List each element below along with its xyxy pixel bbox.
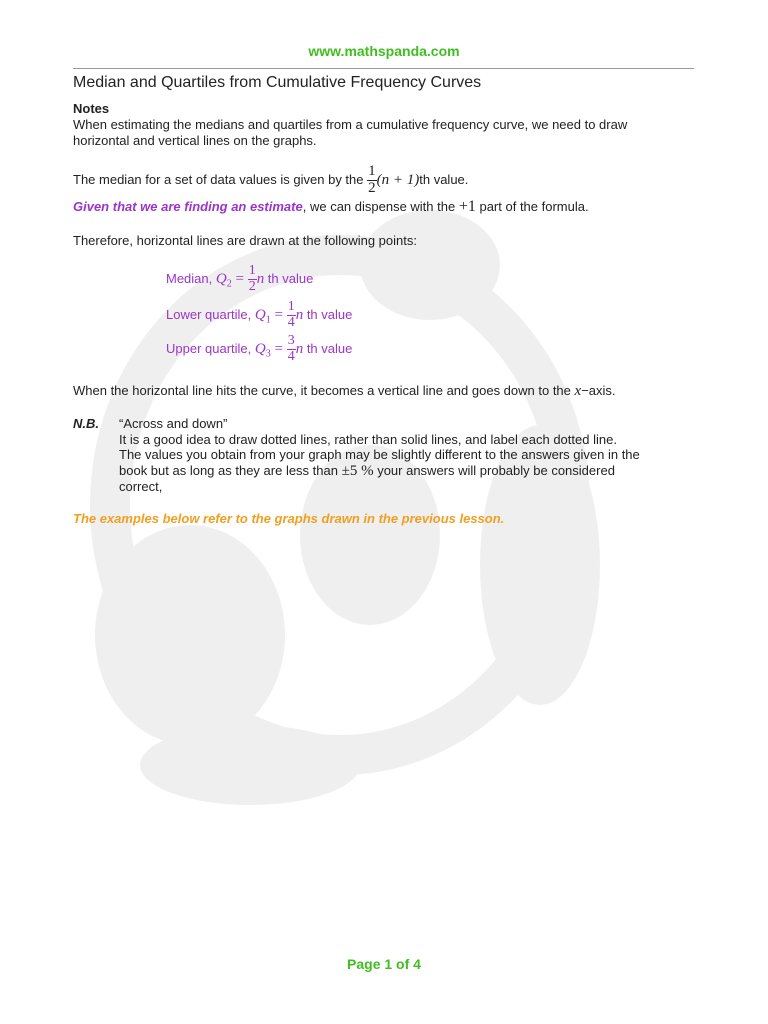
x-axis-math: x xyxy=(574,383,582,399)
upper-quartile-q3-formula: Upper quartile, $Q_3$ = $\frac{3}{4}$ n th value xyxy=(166,333,353,365)
fraction-numerator: 1 xyxy=(287,299,295,315)
horizontal-line-note xyxy=(73,383,616,399)
median-fraction xyxy=(367,164,377,197)
median-formula-line xyxy=(73,160,468,200)
quartile-fraction xyxy=(248,264,257,294)
plus-minus-five-percent: ±5 % xyxy=(341,463,374,479)
fraction-denominator: 4 xyxy=(287,349,295,365)
estimate-suffix: part of the formula. xyxy=(475,199,589,214)
estimate-emphasis: Given that we are finding an estimate xyxy=(73,199,303,214)
estimate-text: , we can dispense with the xyxy=(302,199,459,214)
quartile-fraction xyxy=(287,334,296,364)
nb-line-5: correct, xyxy=(119,479,163,494)
plus-one-math: +1 xyxy=(458,198,476,215)
site-url-link[interactable]: www.mathspanda.com xyxy=(308,43,460,59)
nb-line-3: The values you obtain from your graph may be slightly different to the answers given in the xyxy=(119,447,640,462)
quartile-sub: 3 xyxy=(265,348,271,360)
hits-suffix: −axis. xyxy=(581,383,616,398)
quartile-label: Lower quartile, xyxy=(166,307,255,322)
median-fraction-numerator: 1 xyxy=(368,163,376,180)
header-divider xyxy=(73,68,694,69)
notes-heading: Notes xyxy=(73,101,110,116)
nb-line-4-suffix: your answers will probably be considered xyxy=(373,463,615,478)
nb-line-1: “Across and down” xyxy=(119,416,228,431)
fraction-denominator: 2 xyxy=(248,279,256,295)
examples-note: The examples below refer to the graphs drawn in the previous lesson. xyxy=(73,511,505,526)
intro-line-1: When estimating the medians and quartiles from a cumulative frequency curve, we need to draw xyxy=(73,117,628,132)
estimate-line xyxy=(73,199,589,215)
quartile-suffix: th value xyxy=(303,307,353,322)
fraction-denominator: 4 xyxy=(287,315,295,331)
quartile-var: Q xyxy=(254,341,266,357)
median-formula-text: The median for a set of data values is given by the xyxy=(73,172,368,187)
quartile-label: Upper quartile, xyxy=(166,341,255,356)
quartile-fraction xyxy=(287,300,296,330)
quartile-label: Median, xyxy=(166,271,216,286)
lower-quartile-q1-formula: Lower quartile, $Q_1$ = $\frac{1}{4}$ n th value xyxy=(166,299,353,331)
median-formula-suffix: th value. xyxy=(419,172,469,187)
nb-line-4 xyxy=(119,463,615,479)
nb-label: N.B. xyxy=(73,416,99,431)
quartile-var: Q xyxy=(254,307,266,323)
quartile-sub: 2 xyxy=(226,278,232,290)
quartile-suffix: th value xyxy=(264,271,314,286)
intro-line-2: horizontal and vertical lines on the graphs. xyxy=(73,133,317,148)
page-title: Median and Quartiles from Cumulative Frequency Curves xyxy=(73,74,482,91)
median-expression: (n + 1) xyxy=(376,172,420,188)
fraction-numerator: 3 xyxy=(287,333,295,349)
median-fraction-denominator: 2 xyxy=(368,180,376,197)
quartile-suffix: th value xyxy=(303,341,353,356)
median-q2-formula: Median, $Q_2$ = $\frac{1}{2}$ n th value xyxy=(166,263,314,295)
nb-line-4-text: book but as long as they are less than xyxy=(119,463,342,478)
fraction-numerator: 1 xyxy=(248,263,256,279)
hits-text: When the horizontal line hits the curve, it becomes a vertical line and goes down to the xyxy=(73,383,575,398)
quartile-var: Q xyxy=(215,271,227,287)
nb-line-2: It is a good idea to draw dotted lines, rather than solid lines, and label each dotted line. xyxy=(119,432,617,447)
page-number-footer: Page 1 of 4 xyxy=(347,956,421,972)
quartile-sub: 1 xyxy=(265,314,271,326)
therefore-line: Therefore, horizontal lines are drawn at the following points: xyxy=(73,233,417,248)
